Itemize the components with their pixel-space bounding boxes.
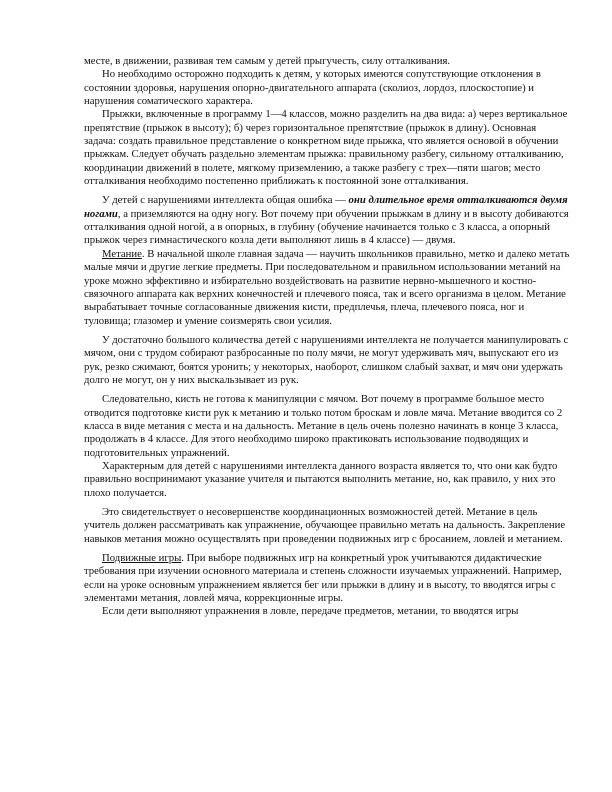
common-error-emphasis: они длительное время отталкиваются двумя ногами bbox=[84, 194, 568, 220]
paragraph-throwing bbox=[84, 248, 570, 328]
paragraph-health-caution: Но необходимо осторожно подходить к детям, у которых имеются сопутствующие отклонения в состоянии здоровья, нарушения опорно-двигательного аппарата (сколиоз, лордоз, плоскостопие) и нарушения соматического характера. bbox=[84, 68, 541, 108]
throwing-body: . В начальной школе главная задача — научить школьников правильно, метко и далеко метать малые мячи и другие легкие предметы. При последовательном и правильном использовании метаний на уроке можно эффективно и избирательно воздействовать на развитие нервно-мышечного и костно-связочного аппарата как верхних конечностей и плечевого пояса, так и всего организма в целом. Метание вырабатывает точные согласованные движения кисти, предплечья, плеча, плечевого пояса, ног и туловища; глазомер и умение соизмерять свои усилия. bbox=[84, 247, 570, 327]
document-page bbox=[84, 55, 570, 619]
paragraph-jumping-conclusion: месте, в движении, развивая тем самым у детей прыгучесть, силу отталкивания. bbox=[84, 55, 451, 67]
paragraph-catching-games: Если дети выполняют упражнения в ловле, передаче предметов, метании, то вводятся игры bbox=[102, 605, 519, 618]
paragraph-ball-handling: У достаточно большого количества детей с нарушениями интеллекта не получается манипулировать с мячом, они с трудом собирают разбросанные по полу мячи, не могут удерживать мяч, выпускают его из рук, резко сжимают, боятся уронить; у некоторых, наоборот, слишком слабый захват, и мяч они удержать долго не могут, он у них выскальзывает из рук. bbox=[84, 333, 569, 386]
paragraph-teacher-instructions: Характерным для детей с нарушениями интеллекта данного возраста является то, что они как будто правильно воспринимают указание учителя и пытаются выполнить метание, но, как правило, у них это плохо получается. bbox=[84, 459, 558, 499]
section-heading-throwing: Метание bbox=[102, 247, 142, 260]
paragraph-common-error bbox=[84, 194, 570, 247]
paragraph-hand-preparation: Следовательно, кисть не готова к манипуляции с мячом. Вот почему в программе большое место отводится подготовке кисти рук к метанию и только потом броскам и ловле мяча. Метание вводится со 2 класса в виде метания с места и на дальность. Метание в цель очень полезно начинать в конце 3 класса, продолжать в 4 классе. Для этого необходимо широко практиковать использование подводящих и подготовительных упражнений. bbox=[84, 393, 563, 459]
paragraph-coordination: Это свидетельствует о несовершенстве координационных возможностей детей. Метание в цель учитель должен рассматривать как упражнение, обучающее правильно метать на дальность. Закрепление навыков метания можно осуществлять при проведении подвижных игр с бросанием, ловлей и метанием. bbox=[84, 506, 566, 545]
paragraph-outdoor-games bbox=[84, 552, 570, 605]
outdoor-games-body: . При выборе подвижных игр на конкретный урок учитываются дидактические требования при изучении основного материала и степень сложности изучаемых упражнений. Например, если на уроке основным упражнением является бег или прыжки в длину и в высоту, то вводятся игры с элементами метания, ловлей мяча, коррекционные игры. bbox=[84, 552, 562, 605]
section-heading-outdoor-games: Подвижные игры bbox=[102, 552, 182, 565]
paragraph-jump-types: Прыжки, включенные в программу 1—4 классов, можно разделить на два вида: а) через вертикальное препятствие (прыжок в высоту); б) через горизонтальное препятствие (прыжок в длину). Основная задача: создать правильное представление о конкретном виде прыжка, что является основой в обучении прыжкам. Следует обучать раздельно элементам прыжка: правильному разбегу, сильному отталкиванию, координации движений в полете, мягкому приземлению, а также разбегу с трех—пяти шагов; место отталкивания необходимо постепенно приближать к постоянной зоне отталкивания. bbox=[84, 108, 568, 188]
common-error-intro: У детей с нарушениями интеллекта общая ошибка — bbox=[102, 194, 349, 207]
common-error-rest: , а приземляются на одну ногу. Вот почему при обучении прыжкам в длину и в высоту добиваются отталкивания одной ногой, а в опорных, в глубину (обучение начинается только с 3 класса, а опорный прыжок через гимнастического козла дети выполняют лишь в 4 классе) — двумя. bbox=[84, 207, 569, 247]
